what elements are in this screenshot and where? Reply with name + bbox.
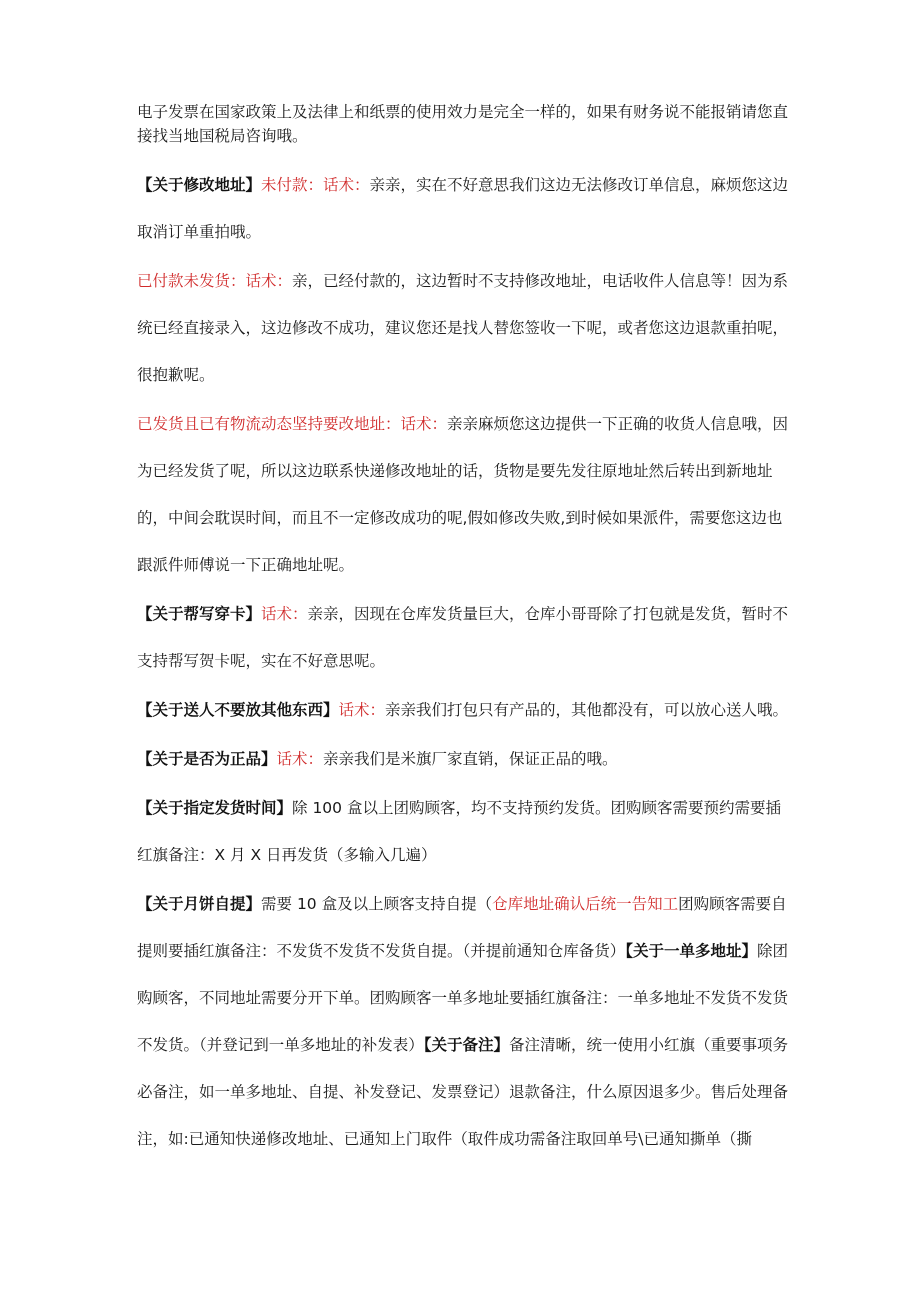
paragraph-scheduled-shipping [137,785,793,879]
script-label-shipped: 已发货且已有物流动态坚持要改地址：话术： [137,415,448,433]
script-label-greeting-card: 话术： [261,605,308,623]
paragraph-greeting-card [137,591,793,685]
section-heading-scheduled-shipping: 【关于指定发货时间】 [137,799,293,817]
script-text-greeting-card: 亲亲，因现在仓库发货量巨大，仓库小哥哥除了打包就是发货，暂时不支持帮写贺卡呢，实在不好意思呢。 [137,605,789,670]
script-text-authenticity: 亲亲我们是米旗厂家直销，保证正品的哦。 [323,750,618,768]
multi-address-text: 除团购顾客，不同地址需要分开下单。团购顾客一单多地址要插红旗备注：一单多地址不发货不发货不发货。（并登记到一单多地址的补发表） [137,942,789,1054]
self-pickup-warehouse-note: 仓库地址确认后统一告知工 [492,895,679,913]
script-text-paid-not-shipped: 亲，已经付款的，这边暂时不支持修改地址，电话收件人信息等！因为系统已经直接录入，这边修改不成功，建议您还是找人替您签收一下呢，或者您这边退款重拍呢，很抱歉呢。 [137,272,789,384]
script-label-unpaid: 未付款：话术： [261,176,370,194]
script-label-paid-not-shipped: 已付款未发货：话术： [137,272,293,290]
section-heading-greeting-card: 【关于帮写穿卡】 [137,605,262,623]
document-page [137,100,793,1177]
section-heading-authenticity: 【关于是否为正品】 [137,750,277,768]
paragraph-self-pickup [137,881,793,1163]
script-text-gift-packing: 亲亲我们打包只有产品的，其他都没有，可以放心送人哦。 [385,701,789,719]
script-text-shipped: 亲亲麻烦您这边提供一下正确的收货人信息哦，因为已经发货了呢，所以这边联系快递修改地址的话，货物是要先发往原地址然后转出到新地址的，中间会耽误时间，而且不一定修改成功的呢,假如修改失败,到时候如果派件，需要您这边也跟派件师傅说一下正确地址呢。 [137,415,789,574]
invoice-note-text: 电子发票在国家政策上及法律上和纸票的使用效力是完全一样的，如果有财务说不能报销请您直接找当地国税局咨询哦。 [137,103,789,145]
remarks-text: 备注清晰，统一使用小红旗（重要事项务必备注，如一单多地址、自提、补发登记、发票登记）退款备注，什么原因退多少。售后处理备注，如:已通知快递修改地址、已通知上门取件（取件成功需备注取回单号\已通知撕单（撕 [137,1036,789,1148]
scheduled-shipping-text: 除 100 盒以上团购顾客，均不支持预约发货。团购顾客需要预约需要插红旗备注：X 月 X 日再发货（多输入几遍） [137,799,781,864]
script-label-gift-packing: 话术： [338,701,386,719]
paragraph-paid-not-shipped [137,258,793,399]
section-heading-multi-address: 【关于一单多地址】 [625,942,758,960]
section-heading-remarks: 【关于备注】 [423,1036,510,1054]
script-label-authenticity: 话术： [276,750,324,768]
script-text-unpaid: 亲亲，实在不好意思我们这边无法修改订单信息，麻烦您这边取消订单重拍哦。 [137,176,789,241]
section-heading-self-pickup: 【关于月饼自提】 [137,895,262,913]
paragraph-gift-packing [137,687,793,734]
paragraph-authenticity [137,736,793,783]
paragraph-shipped-change-address [137,401,793,589]
paragraph-modify-address-unpaid [137,162,793,256]
self-pickup-text-2: 团购顾客需要自提则要插红旗备注：不发货不发货不发货自提。（并提前通知仓库备货） [137,895,787,960]
section-heading-modify-address: 【关于修改地址】 [137,176,262,194]
self-pickup-text-1: 需要 10 盒及以上顾客支持自提（ [261,895,493,913]
paragraph-invoice-note [137,100,793,148]
section-heading-gift-packing: 【关于送人不要放其他东西】 [137,701,339,719]
